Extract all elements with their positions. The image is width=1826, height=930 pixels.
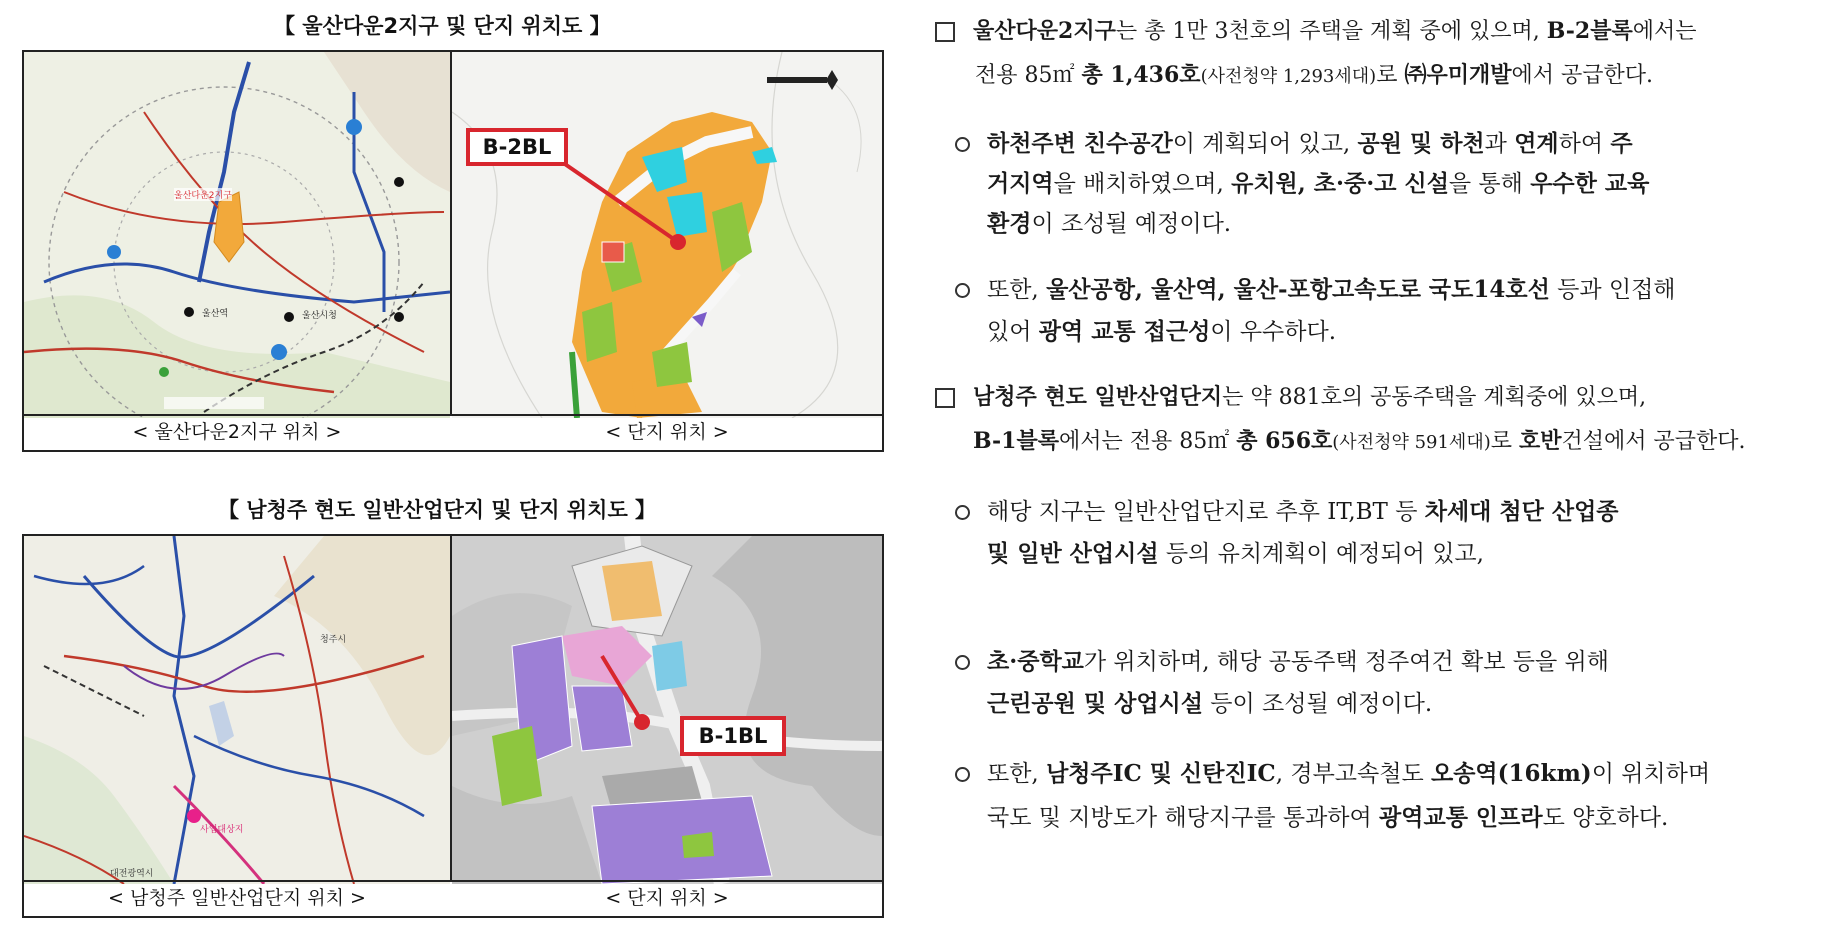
cheongju-city-label: 청주시 (320, 635, 347, 645)
ulsan-station-label: 울산역 (202, 309, 229, 319)
ulsan-region-map (24, 52, 450, 418)
ulsan-cityhall-label: 울산시청 (302, 311, 337, 321)
ulsan-complex-map (452, 52, 882, 418)
figure1-caption-right: < 단지 위치 > (605, 421, 729, 443)
section1-bullet2-line2: 있어 광역 교통 접근성이 우수하다. (987, 318, 1337, 345)
figure2-title: 【 남청주 현도 일반산업단지 및 단지 위치도 】 (218, 498, 657, 522)
section1-bullet1-line1: 하천주변 친수공간이 계획되어 있고, 공원 및 하천과 연계하여 주 (987, 130, 1633, 157)
section2-bullet1-line1: 해당 지구는 일반산업단지로 추후 IT,BT 등 차세대 첨단 산업종 (987, 498, 1619, 525)
section2-bullet2-marker (955, 655, 970, 670)
section2-checkbox (935, 388, 955, 408)
figure1-frame (22, 50, 884, 452)
section2-head-line1: 남청주 현도 일반산업단지는 약 881호의 공동주택을 계획중에 있으며, (973, 384, 1647, 410)
figure1-caption-left: < 울산다운2지구 위치 > (132, 421, 342, 443)
figure1-caption-row (24, 414, 882, 450)
section1-head-line2: 전용 85㎡ 총 1,436호(사전청약 1,293세대)로 ㈜우미개발에서 공급한다. (975, 62, 1653, 88)
figure2-caption-left: < 남청주 일반산업단지 위치 > (108, 887, 366, 909)
cheongju-site-label: 사업대상지 (200, 825, 244, 835)
section2-bullet3-line2: 국도 및 지방도가 해당지구를 통과하여 광역교통 인프라도 양호하다. (987, 804, 1669, 831)
section2-bullet3-line1: 또한, 남청주IC 및 신탄진IC, 경부고속철도 오송역(16km)이 위치하며 (987, 760, 1711, 787)
section1-checkbox (935, 22, 955, 42)
figure2-caption-right: < 단지 위치 > (605, 887, 729, 909)
section1-bullet2-line1: 또한, 울산공항, 울산역, 울산-포항고속도로 국도14호선 등과 인접해 (987, 276, 1676, 303)
section1-bullet1-marker (955, 137, 970, 152)
cheongju-region-map (24, 536, 450, 884)
section1-bullet1-line2: 거지역을 배치하였으며, 유치원, 초·중·고 신설을 통해 우수한 교육 (987, 170, 1650, 197)
text-column (935, 0, 1815, 930)
section2-bullet1-marker (955, 505, 970, 520)
section2-head-line2: B-1블록에서는 전용 85㎡ 총 656호(사전청약 591세대)로 호반건설에서 공급한다. (973, 428, 1746, 454)
section2-bullet1-line2: 및 일반 산업시설 등의 유치계획이 예정되어 있고, (987, 540, 1484, 567)
section2-bullet3-marker (955, 767, 970, 782)
section1-bullet2-marker (955, 283, 970, 298)
section2-bullet2-line1: 초·중학교가 위치하며, 해당 공동주택 정주여건 확보 등을 위해 (987, 648, 1609, 675)
section1-head-line1: 울산다운2지구는 총 1만 3천호의 주택을 계획 중에 있으며, B-2블록에서는 (973, 18, 1697, 44)
figure1-title: 【 울산다운2지구 및 단지 위치도 】 (274, 14, 611, 38)
b1bl-label: B-1BL (680, 716, 786, 756)
b2bl-label: B-2BL (466, 128, 568, 166)
ulsan-site-label: 울산다운2지구 (174, 188, 232, 201)
figure2-frame (22, 534, 884, 918)
section2-bullet2-line2: 근린공원 및 상업시설 등이 조성될 예정이다. (987, 690, 1433, 717)
section1-bullet1-line3: 환경이 조성될 예정이다. (987, 210, 1232, 237)
cheongju-complex-map (452, 536, 882, 884)
figure2-caption-row (24, 880, 882, 916)
daejeon-label: 대전광역시 (110, 869, 154, 879)
